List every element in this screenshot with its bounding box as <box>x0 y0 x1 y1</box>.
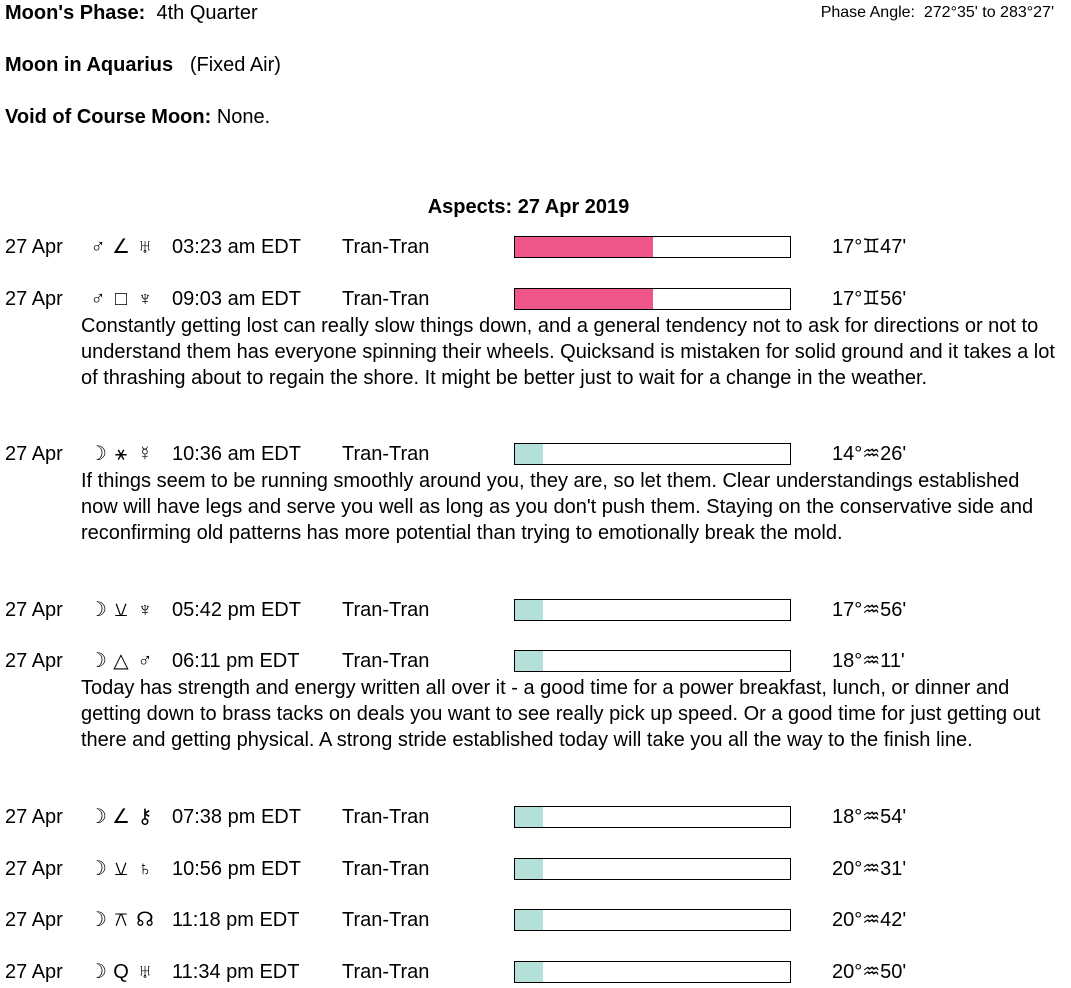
aspect-description: Constantly getting lost can really slow things down, and a general tendency not to ask for directions or not to understand them has everyone spinning their wheels. Quicksand is mistaken for solid ground and it takes a lot of thrashing about to regain the shore. It might be better just to wait for a change in the weather. <box>81 315 1055 389</box>
aspect-type: Tran-Tran <box>342 806 430 828</box>
phase-angle <box>821 4 1054 22</box>
aspect-glyph-icon: ⚺ <box>114 599 128 621</box>
aspect-row <box>0 441 1071 467</box>
aspect-glyph-icon: ⚻ <box>114 909 128 931</box>
aspect-row <box>0 648 1071 674</box>
aspect-glyph-icon: ∠ <box>112 236 130 258</box>
moon-sign-label: Moon in Aquarius <box>5 54 174 76</box>
void-of-course <box>5 106 270 129</box>
aspect-type: Tran-Tran <box>342 858 430 880</box>
aspect-date: 27 Apr <box>5 288 63 310</box>
strength-bar-fill <box>515 444 543 464</box>
aspect-row <box>0 597 1071 623</box>
strength-bar <box>514 961 791 983</box>
moon-phase-value: 4th Quarter <box>156 2 258 24</box>
aspect-type: Tran-Tran <box>342 288 430 310</box>
aspect-description: If things seem to be running smoothly around you, they are, so let them. Clear understandings established now will have legs and serve you well as long as you don't push them. Staying on the conservative side and reconfirming old patterns has more potential than trying to emotionally break the mold. <box>81 470 1034 544</box>
aspect-type: Tran-Tran <box>342 650 430 672</box>
planet1-glyph-icon: ☽ <box>89 650 107 672</box>
strength-bar <box>514 909 791 931</box>
aspect-row <box>0 286 1071 312</box>
moon-sign-value: (Fixed Air) <box>189 54 281 76</box>
aspect-glyph-icon: ⚹ <box>115 443 127 465</box>
aspect-time: 07:38 pm EDT <box>172 806 301 828</box>
planet1-glyph-icon: ☽ <box>89 443 107 465</box>
aspect-glyph-icon: ∠ <box>112 806 130 828</box>
strength-bar-fill <box>515 910 543 930</box>
aspect-glyph-icon: Q <box>113 961 129 983</box>
aspect-position: 20°♒50' <box>832 961 907 983</box>
aspect-position: 17°♒56' <box>832 599 907 621</box>
strength-bar-fill <box>515 651 543 671</box>
void-of-course-label: Void of Course Moon: <box>5 106 212 128</box>
aspect-date: 27 Apr <box>5 961 63 983</box>
planet1-glyph-icon: ☽ <box>89 806 107 828</box>
strength-bar-fill <box>515 237 653 257</box>
aspect-position: 14°♒26' <box>832 443 907 465</box>
aspect-time: 11:34 pm EDT <box>172 961 300 983</box>
aspect-type: Tran-Tran <box>342 961 430 983</box>
aspect-date: 27 Apr <box>5 858 63 880</box>
aspect-row <box>0 234 1071 260</box>
aspect-position: 17°♊47' <box>832 236 907 258</box>
planet1-glyph-icon: ☽ <box>89 961 107 983</box>
aspect-date: 27 Apr <box>5 236 63 258</box>
strength-bar-fill <box>515 600 543 620</box>
aspect-row <box>0 856 1071 882</box>
aspect-row <box>0 907 1071 933</box>
moon-phase <box>5 2 258 25</box>
strength-bar <box>514 288 791 310</box>
aspect-position: 18°♒54' <box>832 806 907 828</box>
aspect-time: 09:03 am EDT <box>172 288 301 310</box>
aspect-type: Tran-Tran <box>342 599 430 621</box>
aspect-date: 27 Apr <box>5 443 63 465</box>
planet2-glyph-icon: ⚷ <box>137 806 153 828</box>
strength-bar <box>514 806 791 828</box>
aspect-date: 27 Apr <box>5 909 63 931</box>
aspect-position: 20°♒42' <box>832 909 907 931</box>
aspect-time: 03:23 am EDT <box>172 236 301 258</box>
strength-bar <box>514 599 791 621</box>
planet2-glyph-icon: ☿ <box>137 443 153 465</box>
strength-bar-fill <box>515 807 543 827</box>
phase-angle-label: Phase Angle: <box>820 4 915 21</box>
aspect-type: Tran-Tran <box>342 443 430 465</box>
planet2-glyph-icon: ♆ <box>137 288 153 310</box>
strength-bar <box>514 443 791 465</box>
aspect-type: Tran-Tran <box>342 909 430 931</box>
planet2-glyph-icon: ♆ <box>137 599 153 621</box>
aspect-time: 06:11 pm EDT <box>172 650 300 672</box>
aspect-position: 17°♊56' <box>832 288 907 310</box>
aspect-glyph-icon: □ <box>114 288 128 310</box>
aspect-position: 18°♒11' <box>832 650 905 672</box>
strength-bar <box>514 236 791 258</box>
planet1-glyph-icon: ♂ <box>90 236 106 258</box>
aspect-date: 27 Apr <box>5 806 63 828</box>
phase-angle-value: 272°35' to 283°27' <box>923 4 1054 21</box>
planet1-glyph-icon: ☽ <box>89 909 107 931</box>
strength-bar <box>514 858 791 880</box>
aspect-time: 05:42 pm EDT <box>172 599 301 621</box>
aspect-time: 10:36 am EDT <box>172 443 301 465</box>
planet1-glyph-icon: ☽ <box>89 858 107 880</box>
aspect-type: Tran-Tran <box>342 236 430 258</box>
strength-bar <box>514 650 791 672</box>
aspect-date: 27 Apr <box>5 650 63 672</box>
planet2-glyph-icon: ♅ <box>137 961 153 983</box>
planet2-glyph-icon: ♅ <box>137 236 153 258</box>
moon-sign <box>5 54 281 77</box>
aspect-glyph-icon: △ <box>113 650 129 672</box>
moon-phase-label: Moon's Phase: <box>5 2 146 24</box>
aspect-row <box>0 959 1071 985</box>
strength-bar-fill <box>515 859 543 879</box>
aspect-position: 20°♒31' <box>832 858 907 880</box>
planet1-glyph-icon: ♂ <box>90 288 106 310</box>
planet2-glyph-icon: ♂ <box>137 650 153 672</box>
strength-bar-fill <box>515 962 543 982</box>
planet2-glyph-icon: ♄ <box>137 858 153 880</box>
aspect-description: Today has strength and energy written all over it - a good time for a power breakfast, lunch, or dinner and getting down to brass tacks on deals you want to see really pick up speed. Or a good time for just getting out there and getting physical. A strong stride established today will take you all the way to the finish line. <box>81 677 1041 751</box>
aspect-time: 11:18 pm EDT <box>172 909 300 931</box>
aspect-date: 27 Apr <box>5 599 63 621</box>
planet2-glyph-icon: ☊ <box>136 909 154 931</box>
planet1-glyph-icon: ☽ <box>89 599 107 621</box>
aspect-row <box>0 804 1071 830</box>
strength-bar-fill <box>515 289 653 309</box>
aspect-time: 10:56 pm EDT <box>172 858 301 880</box>
aspect-glyph-icon: ⚺ <box>114 858 128 880</box>
void-of-course-value: None. <box>216 106 271 128</box>
aspects-title: Aspects: 27 Apr 2019 <box>427 196 630 218</box>
